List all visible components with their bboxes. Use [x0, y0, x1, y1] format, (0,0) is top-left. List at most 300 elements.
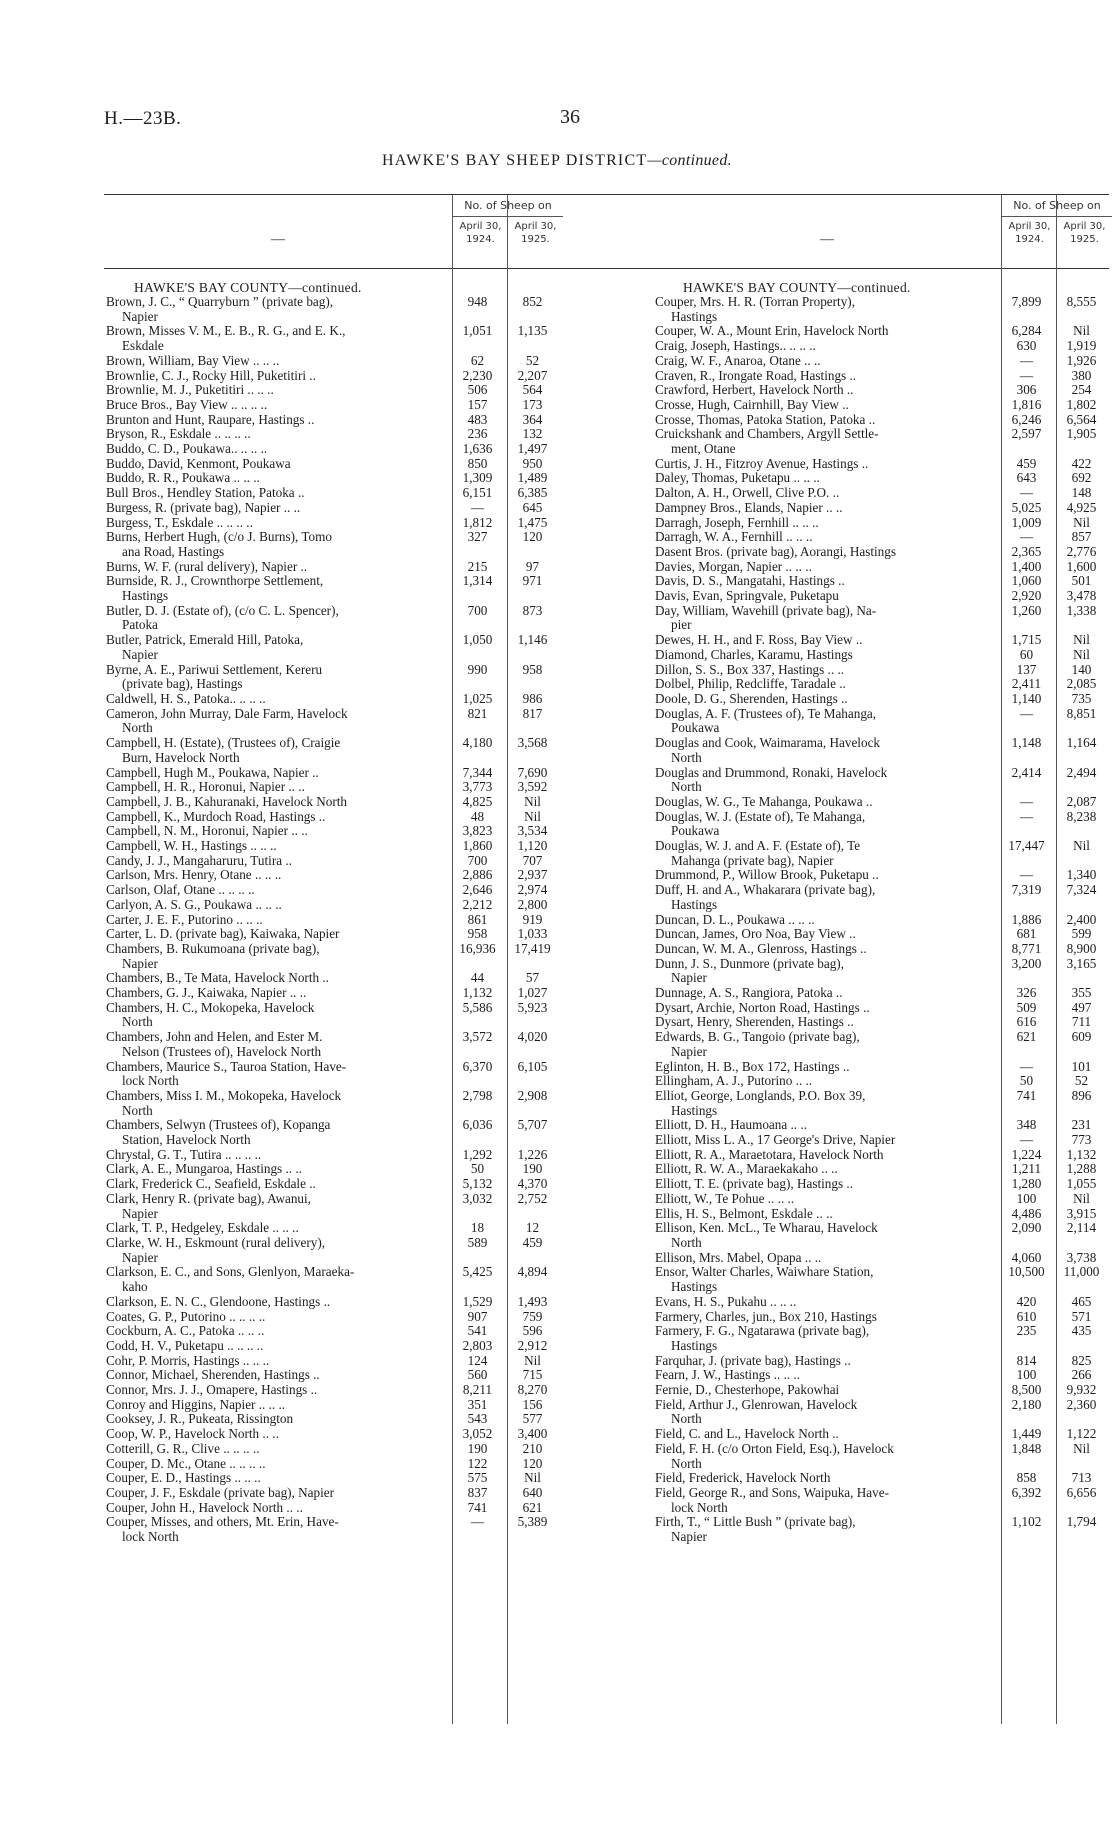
sheep-1925: 958 — [522, 661, 543, 677]
sheep-1924: 327 — [467, 529, 488, 545]
holder-name — [104, 1501, 450, 1516]
table-row — [104, 1162, 562, 1177]
holder-name-line: Couper, D. Mc., Otane .. .. .. .. — [106, 1455, 266, 1471]
holder-name-line: Clark, Henry R. (private bag), Awanui, — [106, 1190, 311, 1206]
sheep-1925: 971 — [522, 573, 543, 589]
holder-name-line: Cohr, P. Morris, Hastings .. .. .. — [106, 1352, 270, 1368]
holder-name-line: Napier — [122, 646, 158, 662]
holder-name — [104, 354, 450, 369]
table-row — [653, 1192, 1111, 1207]
holder-name — [653, 324, 999, 339]
sheep-1924: 326 — [1016, 985, 1037, 1001]
holder-name-line: Day, William, Wavehill (private bag), Na- — [655, 602, 877, 618]
holder-name — [653, 1295, 999, 1310]
holder-name-line: Patoka — [122, 617, 158, 633]
sheep-1924: 124 — [467, 1352, 488, 1368]
table-row — [653, 383, 1111, 398]
table-row — [104, 1310, 562, 1325]
sheep-1924: 506 — [467, 382, 488, 398]
sheep-1925: 17,419 — [514, 940, 551, 956]
holder-name-line: Hastings — [671, 1102, 718, 1118]
holder-name-line: Cruickshank and Chambers, Argyll Settle- — [655, 426, 879, 442]
holder-name-line: Napier — [671, 1529, 707, 1545]
sheep-1925: 919 — [522, 911, 543, 927]
holder-name-line: Chambers, Selwyn (Trustees of), Kopanga — [106, 1117, 331, 1133]
holder-name — [653, 957, 999, 986]
sheep-1924: 420 — [1016, 1293, 1037, 1309]
holder-name — [104, 295, 450, 324]
table-row — [104, 927, 562, 942]
holder-name-line: Farmery, F. G., Ngatarawa (private bag), — [655, 1323, 870, 1339]
holder-name — [653, 1251, 999, 1266]
sheep-1925: 6,385 — [517, 485, 548, 501]
holder-name-line: kaho — [122, 1279, 148, 1295]
sheep-1925: 1,132 — [1066, 1146, 1097, 1162]
column-header-1924 — [453, 220, 508, 246]
holder-name-line: Davis, Evan, Springvale, Puketapu — [655, 588, 839, 604]
table-row — [104, 1118, 562, 1147]
holder-name-line: Ellison, Mrs. Mabel, Opapa .. .. — [655, 1249, 822, 1265]
sheep-1925: Nil — [524, 808, 541, 824]
sheep-1925: Nil — [1073, 1440, 1090, 1456]
sheep-1925: 1,919 — [1066, 338, 1097, 354]
holder-name — [104, 780, 450, 795]
holder-name — [104, 413, 450, 428]
table-row — [104, 942, 562, 971]
sheep-1925: 1,340 — [1066, 867, 1097, 883]
table-row — [653, 1118, 1111, 1133]
holder-name — [104, 1162, 450, 1177]
sheep-1924: 1,314 — [462, 573, 493, 589]
holder-name-line: Diamond, Charles, Karamu, Hastings — [655, 646, 853, 662]
holder-name — [104, 766, 450, 781]
table-row — [653, 501, 1111, 516]
holder-name-line: pier — [671, 617, 692, 633]
holder-name — [104, 868, 450, 883]
sheep-1924: 700 — [467, 852, 488, 868]
table-row — [104, 1295, 562, 1310]
sheep-1924: 4,486 — [1011, 1205, 1042, 1221]
sheep-1925: 707 — [522, 852, 543, 868]
holder-name — [653, 1310, 999, 1325]
sheep-1925: 1,055 — [1066, 1176, 1097, 1192]
holder-name — [653, 1398, 999, 1427]
holder-name-line: Duncan, D. L., Poukawa .. .. .. — [655, 911, 815, 927]
holder-name — [104, 1324, 450, 1339]
sheep-1925: 3,534 — [517, 823, 548, 839]
holder-name-line: Hastings — [671, 1337, 718, 1353]
sheep-1925: Nil — [524, 1352, 541, 1368]
holder-name — [104, 1001, 450, 1030]
sheep-1925: 11,000 — [1063, 1264, 1100, 1280]
holder-name — [653, 1148, 999, 1163]
holder-name-line: Connor, Michael, Sherenden, Hastings .. — [106, 1367, 320, 1383]
sheep-1924: 858 — [1016, 1470, 1037, 1486]
table-row — [104, 574, 562, 603]
sheep-1925: 364 — [522, 411, 543, 427]
holder-name-line: Douglas, W. G., Te Mahanga, Poukawa .. — [655, 793, 873, 809]
sheep-1924: 6,392 — [1011, 1484, 1042, 1500]
holder-name — [653, 868, 999, 883]
holder-name — [653, 589, 999, 604]
table-row — [104, 1192, 562, 1221]
sheep-1924: 6,151 — [462, 485, 493, 501]
sheep-1924: 1,102 — [1011, 1514, 1042, 1530]
holder-name-line: Dolbel, Philip, Redcliffe, Taradale .. — [655, 676, 846, 692]
table-row — [104, 1324, 562, 1339]
holder-name-line: Evans, H. S., Pukahu .. .. .. — [655, 1293, 797, 1309]
table-row — [104, 1060, 562, 1089]
holder-name — [104, 1295, 450, 1310]
sheep-1924: 483 — [467, 411, 488, 427]
table-row — [653, 1133, 1111, 1148]
holder-name — [653, 986, 999, 1001]
holder-name — [104, 1339, 450, 1354]
table-row — [653, 369, 1111, 384]
table-row — [653, 427, 1111, 456]
holder-name-line: Clarke, W. H., Eskmount (rural delivery), — [106, 1235, 326, 1250]
holder-name — [104, 692, 450, 707]
sheep-1925: 2,937 — [517, 867, 548, 883]
holder-name — [104, 1177, 450, 1192]
table-row — [104, 442, 562, 457]
holder-name-line: Craig, Joseph, Hastings.. .. .. .. — [655, 338, 816, 354]
sheep-1925: 857 — [1071, 529, 1092, 545]
holder-name-line: Chrystal, G. T., Tutira .. .. .. .. — [106, 1146, 262, 1162]
table-row — [104, 766, 562, 781]
table-row — [653, 1354, 1111, 1369]
table-row — [653, 692, 1111, 707]
holder-name-line: Brunton and Hunt, Raupare, Hastings .. — [106, 411, 315, 427]
sheep-1924: 616 — [1016, 1014, 1037, 1030]
sheep-1924: 681 — [1016, 926, 1037, 942]
table-row — [104, 369, 562, 384]
holder-name-line: North — [122, 1014, 153, 1030]
table-row — [104, 457, 562, 472]
holder-name-line: Field, C. and L., Havelock North .. — [655, 1426, 839, 1442]
holder-name — [104, 1368, 450, 1383]
holder-name-line: Couper, J. F., Eskdale (private bag), Napier — [106, 1484, 335, 1500]
sheep-1924: 1,292 — [462, 1146, 493, 1162]
holder-name-line: Doole, D. G., Sherenden, Hastings .. — [655, 690, 848, 706]
sheep-1925: Nil — [1073, 323, 1090, 339]
sheep-1925: 577 — [522, 1411, 543, 1427]
sheep-1925: 465 — [1071, 1293, 1092, 1309]
holder-name — [653, 1383, 999, 1398]
table-row — [653, 677, 1111, 692]
table-row — [104, 324, 562, 353]
holder-name — [653, 295, 999, 324]
holder-name-line: Napier — [122, 308, 158, 324]
sheep-1924: 1,211 — [1011, 1161, 1042, 1177]
sheep-1924: 100 — [1016, 1367, 1037, 1383]
holder-name-line: Bryson, R., Eskdale .. .. .. .. — [106, 426, 251, 442]
sheep-1924: 3,032 — [462, 1190, 493, 1206]
table-row — [653, 942, 1111, 957]
sheep-1925: 621 — [522, 1499, 543, 1515]
table-row — [104, 413, 562, 428]
table-row — [653, 1398, 1111, 1427]
holder-name-line: Carlson, Olaf, Otane .. .. .. .. — [106, 882, 255, 898]
holder-name — [104, 1310, 450, 1325]
holder-name — [104, 369, 450, 384]
holder-name-line: North — [122, 1102, 153, 1118]
holder-name-line: Dewes, H. H., and F. Ross, Bay View .. — [655, 632, 863, 648]
holder-name-line: Campbell, J. B., Kahuranaki, Havelock North — [106, 793, 347, 809]
holder-name — [653, 1515, 999, 1544]
sheep-1924: 907 — [467, 1308, 488, 1324]
holder-name-line: Davies, Morgan, Napier .. .. .. — [655, 558, 812, 574]
holder-name — [104, 1192, 450, 1221]
sheep-1924: — — [1019, 1132, 1034, 1148]
sheep-1924: — — [1019, 867, 1034, 883]
holder-name-line: Chambers, John and Helen, and Ester M. — [106, 1029, 323, 1045]
sheep-1924: 643 — [1016, 470, 1037, 486]
holder-name — [653, 516, 999, 531]
holder-name-line: Campbell, H. R., Horonui, Napier .. .. — [106, 779, 305, 795]
sheep-1924: 509 — [1016, 999, 1037, 1015]
holder-name — [104, 1236, 450, 1265]
holder-name-line: Nelson (Trustees of), Havelock North — [122, 1043, 322, 1059]
holder-name-line: Bull Bros., Hendley Station, Patoka .. — [106, 485, 305, 501]
table-row — [104, 530, 562, 559]
holder-name — [653, 1133, 999, 1148]
table-row — [653, 324, 1111, 339]
sheep-1925: 2,114 — [1066, 1220, 1097, 1236]
holder-name — [104, 707, 450, 736]
table-row — [104, 1383, 562, 1398]
sheep-1924: 990 — [467, 661, 488, 677]
sheep-1925: 1,033 — [517, 926, 548, 942]
sheep-1925: 266 — [1071, 1367, 1092, 1383]
sheep-1924: 215 — [467, 558, 488, 574]
holder-name-line: Caldwell, H. S., Patoka.. .. .. .. — [106, 690, 266, 706]
holder-name-line: Dunnage, A. S., Rangiora, Patoka .. — [655, 985, 843, 1001]
holder-name — [653, 677, 999, 692]
holder-name-line: Hastings — [671, 896, 718, 912]
sheep-1925: 715 — [522, 1367, 543, 1383]
table-row — [104, 913, 562, 928]
sheep-1925: 1,338 — [1066, 602, 1097, 618]
sheep-1925: 571 — [1071, 1308, 1092, 1324]
holder-name-line: Clarkson, E. N. C., Glendoone, Hastings .. — [106, 1293, 331, 1309]
holder-name-line: Butler, D. J. (Estate of), (c/o C. L. Spencer), — [106, 602, 339, 618]
sheep-1924: 1,132 — [462, 985, 493, 1001]
sheep-1925: 6,105 — [517, 1058, 548, 1074]
table-row — [653, 1030, 1111, 1059]
sheep-1924: 1,224 — [1011, 1146, 1042, 1162]
sheep-1925: 97 — [525, 558, 540, 574]
table-row — [104, 354, 562, 369]
holder-name — [653, 1368, 999, 1383]
table-row — [104, 1368, 562, 1383]
sheep-1924: 1,816 — [1011, 396, 1042, 412]
holder-name — [104, 1089, 450, 1118]
table-row — [653, 1442, 1111, 1471]
table-row — [653, 1471, 1111, 1486]
holder-name-line: Clark, T. P., Hedgeley, Eskdale .. .. .. — [106, 1220, 299, 1236]
holder-name — [653, 913, 999, 928]
sheep-1924: 1,715 — [1011, 632, 1042, 648]
holder-name-line: (private bag), Hastings — [122, 676, 243, 692]
holder-name-line: Douglas and Cook, Waimarama, Havelock — [655, 735, 881, 751]
holder-name — [653, 795, 999, 810]
holder-name-line: Craig, W. F., Anaroa, Otane .. .. — [655, 352, 821, 368]
sheep-1924: 589 — [467, 1235, 488, 1250]
holder-name-line: Edwards, B. G., Tangoio (private bag), — [655, 1029, 860, 1045]
sheep-1925: Nil — [524, 1470, 541, 1486]
holder-name-line: Couper, John H., Havelock North .. .. — [106, 1499, 303, 1515]
table-row — [653, 530, 1111, 545]
holder-name-line: Campbell, W. H., Hastings .. .. .. — [106, 838, 277, 854]
holder-name — [104, 1442, 450, 1457]
sheep-1925: 3,568 — [517, 735, 548, 751]
holder-name-line: Drummond, P., Willow Brook, Puketapu .. — [655, 867, 879, 883]
table-row — [653, 1074, 1111, 1089]
sheep-1925: 2,494 — [1066, 764, 1097, 780]
holder-name-line: Cotterill, G. R., Clive .. .. .. .. — [106, 1440, 260, 1456]
holder-name-line: Mahanga (private bag), Napier — [671, 852, 834, 868]
holder-name-line: Hastings — [671, 1279, 718, 1295]
sheep-1924: 3,823 — [462, 823, 493, 839]
table-row — [653, 486, 1111, 501]
holder-name — [104, 1515, 450, 1544]
table-row — [104, 1515, 562, 1544]
sheep-1925: 825 — [1071, 1352, 1092, 1368]
sheep-1924: 541 — [467, 1323, 488, 1339]
table-row — [104, 1148, 562, 1163]
sheep-1925: 2,776 — [1066, 543, 1097, 559]
sheep-1925: 8,900 — [1066, 940, 1097, 956]
table-row — [653, 574, 1111, 589]
sheep-1925: 2,360 — [1066, 1396, 1097, 1412]
sheep-1924: 2,803 — [462, 1337, 493, 1353]
sheep-1925: 713 — [1071, 1470, 1092, 1486]
holder-name — [653, 839, 999, 868]
table-row — [653, 1177, 1111, 1192]
sheep-1924: 2,886 — [462, 867, 493, 883]
table-row — [653, 795, 1111, 810]
holder-name — [104, 986, 450, 1001]
table-row — [104, 971, 562, 986]
sheep-1925: Nil — [1073, 1190, 1090, 1206]
holder-name-line: Elliott, W., Te Pohue .. .. .. — [655, 1190, 795, 1206]
holder-name-line: lock North — [671, 1499, 728, 1515]
table-row — [653, 663, 1111, 678]
table-row — [104, 427, 562, 442]
holder-name-line: Napier — [122, 1249, 158, 1265]
holder-name-line: Poukawa — [671, 720, 720, 736]
holder-name-line: Coop, W. P., Havelock North .. .. — [106, 1426, 279, 1442]
title-suffix: —continued. — [647, 152, 732, 169]
table-row — [104, 1501, 562, 1516]
holder-name-line: Elliott, R. W. A., Maraekakaho .. .. — [655, 1161, 838, 1177]
sheep-1925: 711 — [1071, 1014, 1092, 1030]
sheep-1925: 1,926 — [1066, 352, 1097, 368]
sheep-1924: 7,344 — [462, 764, 493, 780]
holder-name — [104, 442, 450, 457]
sheep-1924: 236 — [467, 426, 488, 442]
table-row — [104, 486, 562, 501]
sheep-1924: 351 — [467, 1396, 488, 1412]
sheep-1925: 1,288 — [1066, 1161, 1097, 1177]
table-body — [653, 280, 1111, 1545]
sheep-1925: 380 — [1071, 367, 1092, 383]
holder-name-line: Hastings — [122, 588, 169, 604]
sheep-1924: 1,860 — [462, 838, 493, 854]
holder-name — [104, 471, 450, 486]
sheep-1925: 1,497 — [517, 441, 548, 457]
holder-name-line: Dasent Bros. (private bag), Aorangi, Hastings — [655, 543, 896, 559]
sheep-1925: 2,087 — [1066, 793, 1097, 809]
holder-name — [653, 1089, 999, 1118]
holder-name — [653, 663, 999, 678]
holder-name-line: North — [671, 1411, 702, 1427]
holder-name — [104, 1148, 450, 1163]
table-row — [653, 913, 1111, 928]
sheep-1925: 3,165 — [1066, 955, 1097, 971]
holder-name-line: Poukawa — [671, 823, 720, 839]
holder-name — [653, 427, 999, 456]
sheep-1924: 17,447 — [1008, 838, 1045, 854]
holder-name-line: Brown, Misses V. M., E. B., R. G., and E. K., — [106, 323, 346, 339]
holder-name-line: Carlyon, A. S. G., Poukawa .. .. .. — [106, 896, 282, 912]
holder-name-line: Couper, E. D., Hastings .. .. .. — [106, 1470, 261, 1486]
sheep-1925: 2,912 — [517, 1337, 548, 1353]
group-rule — [453, 216, 563, 217]
sheep-1925: 986 — [522, 690, 543, 706]
sheep-1925: 101 — [1071, 1058, 1092, 1074]
table-row — [653, 883, 1111, 912]
sheep-1924: 306 — [1016, 382, 1037, 398]
sheep-1924: — — [1019, 485, 1034, 501]
sheep-1925: 564 — [522, 382, 543, 398]
sheep-1925: 3,738 — [1066, 1249, 1097, 1265]
sheep-1924: — — [1019, 793, 1034, 809]
holder-name-line: Buddo, R. R., Poukawa .. .. .. — [106, 470, 260, 486]
table-row — [653, 560, 1111, 575]
holder-name-line: Connor, Mrs. J. J., Omapere, Hastings .. — [106, 1382, 318, 1398]
holder-name-line: Byrne, A. E., Pariwui Settlement, Kereru — [106, 661, 323, 677]
holder-name-line: Campbell, H. (Estate), (Trustees of), Craigie — [106, 735, 341, 751]
holder-name — [104, 1471, 450, 1486]
table-row — [104, 854, 562, 869]
table-row — [104, 736, 562, 765]
table-row — [104, 795, 562, 810]
sheep-1925: 1,226 — [517, 1146, 548, 1162]
sheep-1924: 348 — [1016, 1117, 1037, 1133]
sheep-1925: Nil — [1073, 646, 1090, 662]
column-group-header: No. of Sheep on — [1013, 199, 1101, 212]
holder-name — [104, 427, 450, 442]
sheep-1924: 100 — [1016, 1190, 1037, 1206]
holder-name-line: Chambers, B. Rukumoana (private bag), — [106, 940, 320, 956]
sheep-1925: 1,802 — [1066, 396, 1097, 412]
page-title — [0, 152, 1114, 170]
holder-name-line: Dillon, S. S., Box 337, Hastings .. .. — [655, 661, 845, 677]
holder-name — [104, 574, 450, 603]
holder-name-line: Burn, Havelock North — [122, 749, 240, 765]
holder-name — [104, 1427, 450, 1442]
holder-name-line: Brown, J. C., “ Quarryburn ” (private bag), — [106, 294, 334, 309]
sheep-1924: 48 — [470, 808, 485, 824]
sheep-1925: 173 — [522, 396, 543, 412]
table-row — [104, 471, 562, 486]
sheep-1924: — — [1019, 367, 1034, 383]
holder-name-line: Duncan, W. M. A., Glenross, Hastings .. — [655, 940, 867, 956]
sheep-1924: 2,090 — [1011, 1220, 1042, 1236]
holder-name-line: Buddo, David, Kenmont, Poukawa — [106, 455, 291, 471]
